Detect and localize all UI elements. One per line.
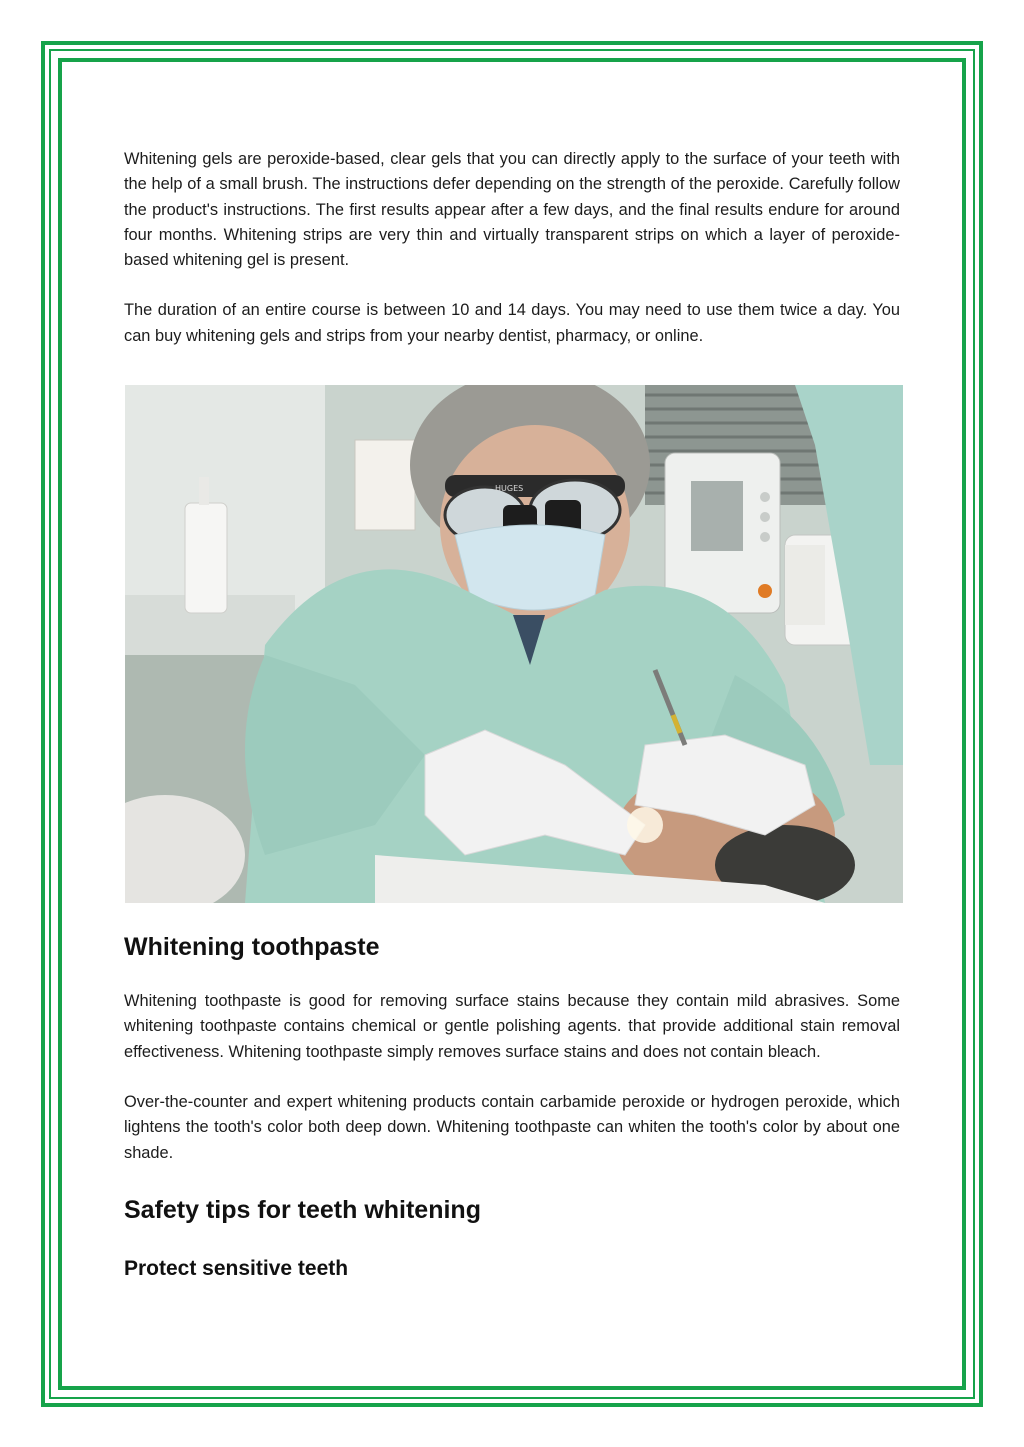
section-heading-whitening-toothpaste: Whitening toothpaste bbox=[124, 933, 380, 962]
dentist-photo bbox=[125, 385, 903, 903]
loupe-brand-text: HUGES bbox=[495, 484, 524, 494]
page-content bbox=[124, 147, 900, 1282]
section-heading-safety-tips: Safety tips for teeth whitening bbox=[124, 1195, 481, 1224]
dentist-photo-illustration bbox=[125, 385, 903, 903]
toothpaste-paragraph-1: Whitening toothpaste is good for removing surface stains because they contain mild abrasives. Some whitening toothpaste contains chemical or gentle polishing agents. that provide additional stain removal effectiveness. Whitening toothpaste simply removes surface stains and does not contain bleach. bbox=[124, 992, 900, 1061]
subheading-protect-sensitive-teeth: Protect sensitive teeth bbox=[124, 1256, 349, 1280]
intro-paragraph-2: The duration of an entire course is between 10 and 14 days. You may need to use them twice a day. You can buy whitening gels and strips from your nearby dentist, pharmacy, or online. bbox=[124, 301, 900, 345]
intro-paragraph-1: Whitening gels are peroxide-based, clear gels that you can directly apply to the surface of your teeth with the help of a small brush. The instructions defer depending on the strength of the peroxide. Carefully follow the product's instructions. The first results appear after a few days, and the final results endure for around four months. Whitening strips are very thin and virtually transparent strips on which a layer of peroxide-based whitening gel is present. bbox=[124, 150, 900, 270]
toothpaste-paragraph-2: Over-the-counter and expert whitening products contain carbamide peroxide or hydrogen peroxide, which lightens the tooth's color both deep down. Whitening toothpaste can whiten the tooth's color by about one shade. bbox=[124, 1092, 900, 1162]
